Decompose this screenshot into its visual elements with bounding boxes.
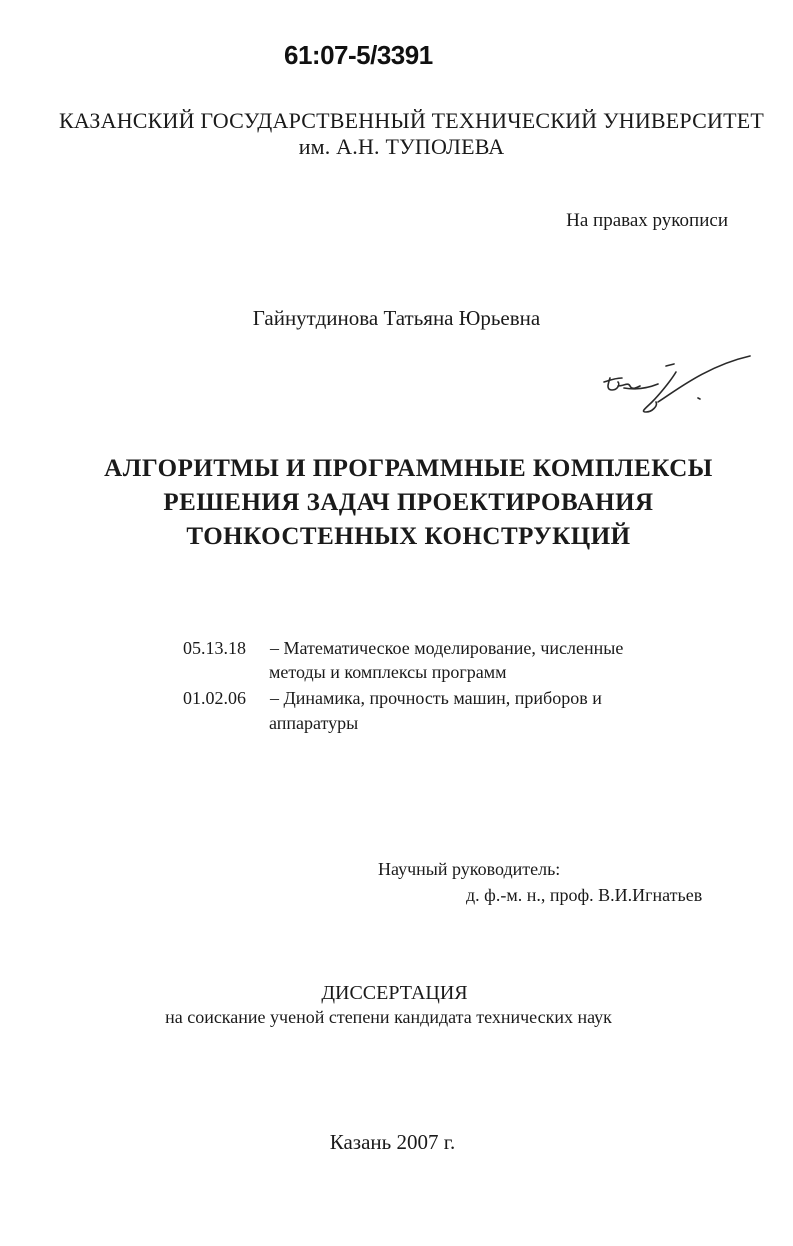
title-line-3: ТОНКОСТЕННЫХ КОНСТРУКЦИЙ: [186, 523, 631, 550]
dissertation-purpose: на соискание ученой степени кандидата технических наук: [165, 1007, 612, 1027]
specialty-text: – Динамика, прочность машин, приборов и: [270, 688, 602, 708]
specialty-code: 01.02.06: [183, 688, 246, 708]
rights-note: На правах рукописи: [566, 210, 728, 231]
university-name: КАЗАНСКИЙ ГОСУДАРСТВЕННЫЙ ТЕХНИЧЕСКИЙ УНИВЕРСИТЕТ: [58, 108, 764, 133]
handwritten-signature: [596, 352, 756, 427]
university-name-suffix: им. А.Н. ТУПОЛЕВА: [298, 134, 505, 159]
title-line-2: РЕШЕНИЯ ЗАДАЧ ПРОЕКТИРОВАНИЯ: [163, 489, 654, 516]
catalog-number: 61:07-5/3391: [284, 40, 433, 70]
specialty-code: 05.13.18: [183, 638, 246, 658]
signature-drawing: [596, 352, 756, 422]
advisor-label: Научный руководитель:: [378, 859, 561, 879]
dissertation-label: ДИССЕРТАЦИЯ: [321, 982, 468, 1004]
author-name: Гайнутдинова Татьяна Юрьевна: [252, 306, 541, 330]
specialty-text-continued: методы и комплексы программ: [269, 662, 507, 682]
city-year: Казань 2007 г.: [329, 1130, 456, 1154]
advisor-name: д. ф.-м. н., проф. В.И.Игнатьев: [466, 885, 703, 905]
title-line-1: АЛГОРИТМЫ И ПРОГРАММНЫЕ КОМПЛЕКСЫ: [104, 455, 713, 482]
specialty-text: – Математическое моделирование, численные: [270, 638, 624, 658]
specialty-text-continued: аппаратуры: [269, 713, 359, 733]
